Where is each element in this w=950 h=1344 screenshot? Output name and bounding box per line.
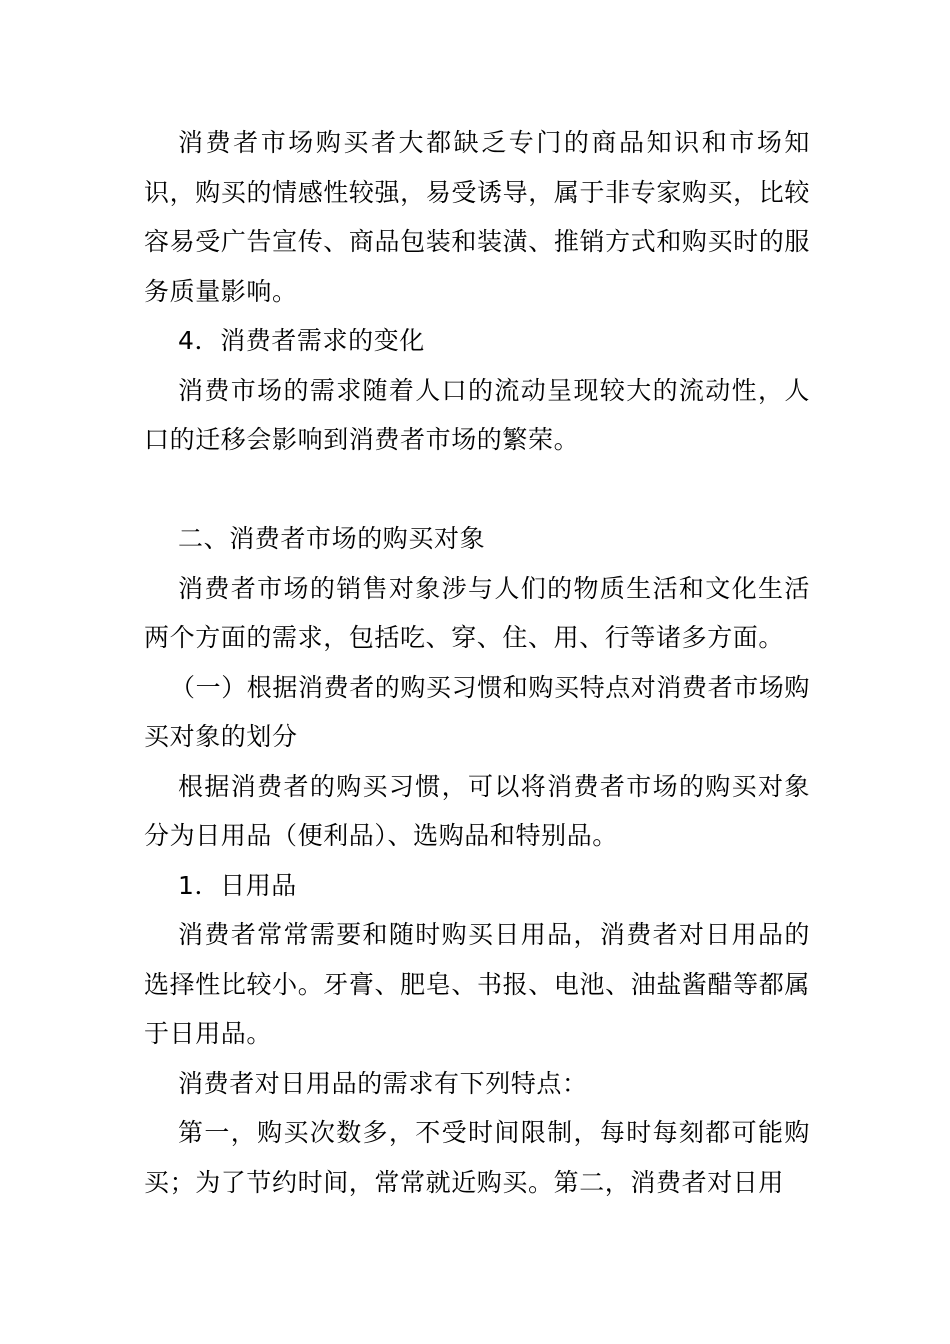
paragraph-daily-goods-features-intro: 消费者对日用品的需求有下列特点： <box>178 1068 588 1098</box>
paragraph-daily-goods-features: 第一，购买次数多，不受时间限制，每时每刻都可能购买；为了节约时间，常常就近购买。第二，消费者对日用 <box>144 1118 810 1197</box>
paragraph-buyer-traits: 消费者市场购买者大都缺乏专门的商品知识和市场知识，购买的情感性较强，易受诱导，属于非专家购买，比较容易受广告宣传、商品包装和装潢、推销方式和购买时的服务质量影响。 <box>144 128 810 306</box>
paragraph-sales-objects: 消费者市场的销售对象涉与人们的物质生活和文化生活两个方面的需求，包括吃、穿、住、用、行等诸多方面。 <box>144 573 810 652</box>
blank-line <box>144 465 810 515</box>
paragraph-demand-mobility: 消费市场的需求随着人口的流动呈现较大的流动性，人口的迁移会影响到消费者市场的繁荣。 <box>144 375 810 454</box>
document-body <box>144 118 810 1207</box>
heading-daily-goods: 1．日用品 <box>178 870 297 900</box>
subheading-classification: （一）根据消费者的购买习惯和购买特点对消费者市场购买对象的划分 <box>144 672 811 751</box>
paragraph-classification: 根据消费者的购买习惯，可以将消费者市场的购买对象分为日用品（便利品）、选购品和特别品。 <box>144 771 810 850</box>
heading-demand-change: 4．消费者需求的变化 <box>178 326 425 355</box>
section-heading-purchase-objects: 二、消费者市场的购买对象 <box>178 524 486 553</box>
paragraph-daily-goods: 消费者常常需要和随时购买日用品，消费者对日用品的选择性比较小。牙膏、肥皂、书报、电池、油盐酱醋等都属于日用品。 <box>144 920 810 1048</box>
